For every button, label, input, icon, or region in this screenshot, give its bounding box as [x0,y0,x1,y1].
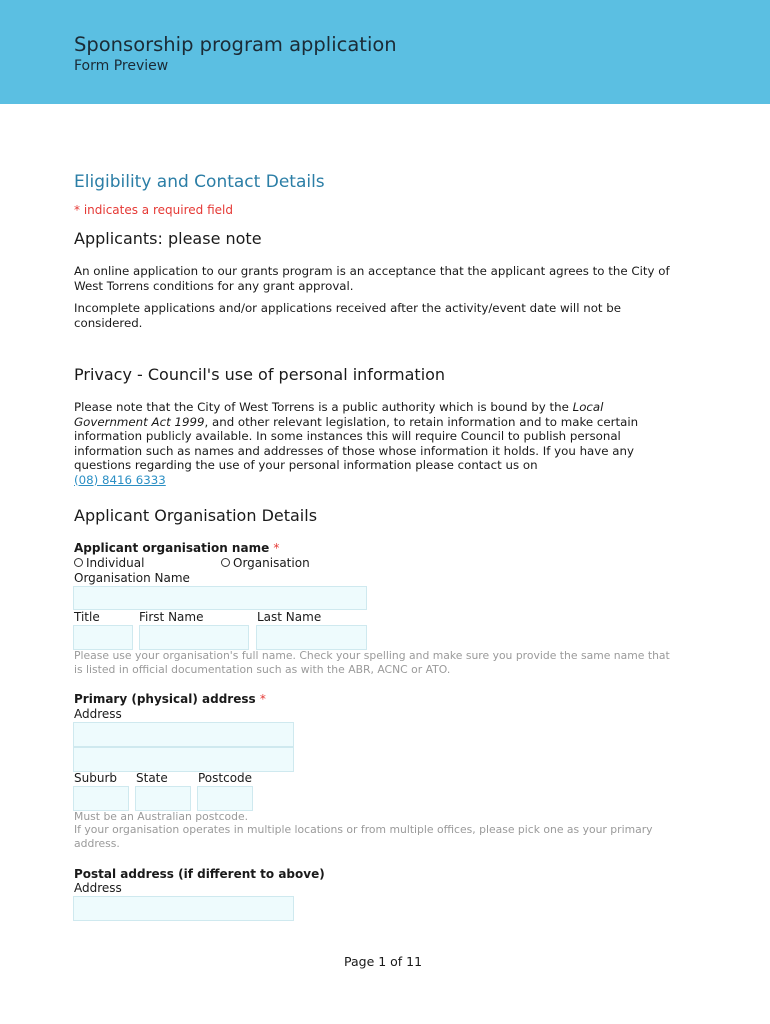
privacy-heading: Privacy - Council's use of personal information [74,365,446,384]
title-input[interactable] [73,625,133,650]
org-name-label-text: Applicant organisation name [74,541,270,555]
primary-address-label-text: Primary (physical) address [74,692,256,706]
page-title: Sponsorship program application [74,33,397,56]
org-details-heading: Applicant Organisation Details [74,506,318,525]
primary-address-line-1-input[interactable] [73,722,294,747]
applicants-note-paragraph-2: Incomplete applications and/or applications received after the activity/event date will not be considered. [74,301,622,330]
page-subtitle: Form Preview [74,58,169,74]
required-star: * [259,692,266,706]
first-name-input[interactable] [139,625,249,650]
radio-organisation-label: Organisation [233,556,310,570]
postcode-label: Postcode [198,771,253,785]
required-field-note: * indicates a required field [74,203,233,217]
page-number: Page 1 of 11 [344,954,423,969]
postcode-hint: Must be an Australian postcode. [74,810,249,823]
state-input[interactable] [135,786,191,811]
section-title: Eligibility and Contact Details [74,172,325,192]
org-name-label [74,541,279,555]
radio-organisation[interactable] [221,556,310,570]
radio-individual[interactable] [74,556,144,570]
privacy-text-after: , and other relevant legislation, to retain information and to make certain information publicly available. In some instances this will require Council to publish personal information such as names and addresses of those whose information it holds. If you have any questions regarding the use of your personal information please contact us on [74,414,639,472]
postal-address-sub-label: Address [74,881,122,895]
radio-individual-label: Individual [86,556,145,570]
radio-circle-icon[interactable] [74,558,83,567]
header-banner [0,0,770,104]
first-name-label: First Name [139,610,204,624]
privacy-act-name: Local Government Act 1999 [74,400,604,429]
organisation-name-label: Organisation Name [74,571,190,585]
suburb-input[interactable] [73,786,129,811]
privacy-text-before: Please note that the City of West Torrens is a public authority which is bound by the [74,400,573,414]
primary-address-line-2-input[interactable] [73,747,294,772]
primary-address-label [74,692,266,706]
applicants-note-paragraph-1: An online application to our grants program is an acceptance that the applicant agrees to the City of West Torrens conditions for any grant approval. [74,264,670,293]
org-name-hint: Please use your organisation's full name. Check your spelling and make sure you provide the same name that is listed in official documentation such as with the ABR, ACNC or ATO. [74,649,670,676]
primary-address-sub-label: Address [74,707,122,721]
suburb-label: Suburb [74,771,117,785]
primary-address-hint: If your organisation operates in multiple locations or from multiple offices, please pick one as your primary address. [74,823,653,850]
applicants-note-heading: Applicants: please note [74,229,262,248]
postal-address-label: Postal address (if different to above) [74,867,325,881]
title-label: Title [74,610,100,624]
state-label: State [136,771,168,785]
required-star: * [273,541,280,555]
organisation-name-input[interactable] [73,586,367,610]
privacy-phone-link[interactable]: (08) 8416 6333 [74,472,166,487]
postcode-input[interactable] [197,786,253,811]
radio-circle-icon[interactable] [221,558,230,567]
postal-address-input[interactable] [73,896,294,921]
privacy-paragraph [74,400,680,487]
last-name-label: Last Name [257,610,322,624]
last-name-input[interactable] [256,625,367,650]
